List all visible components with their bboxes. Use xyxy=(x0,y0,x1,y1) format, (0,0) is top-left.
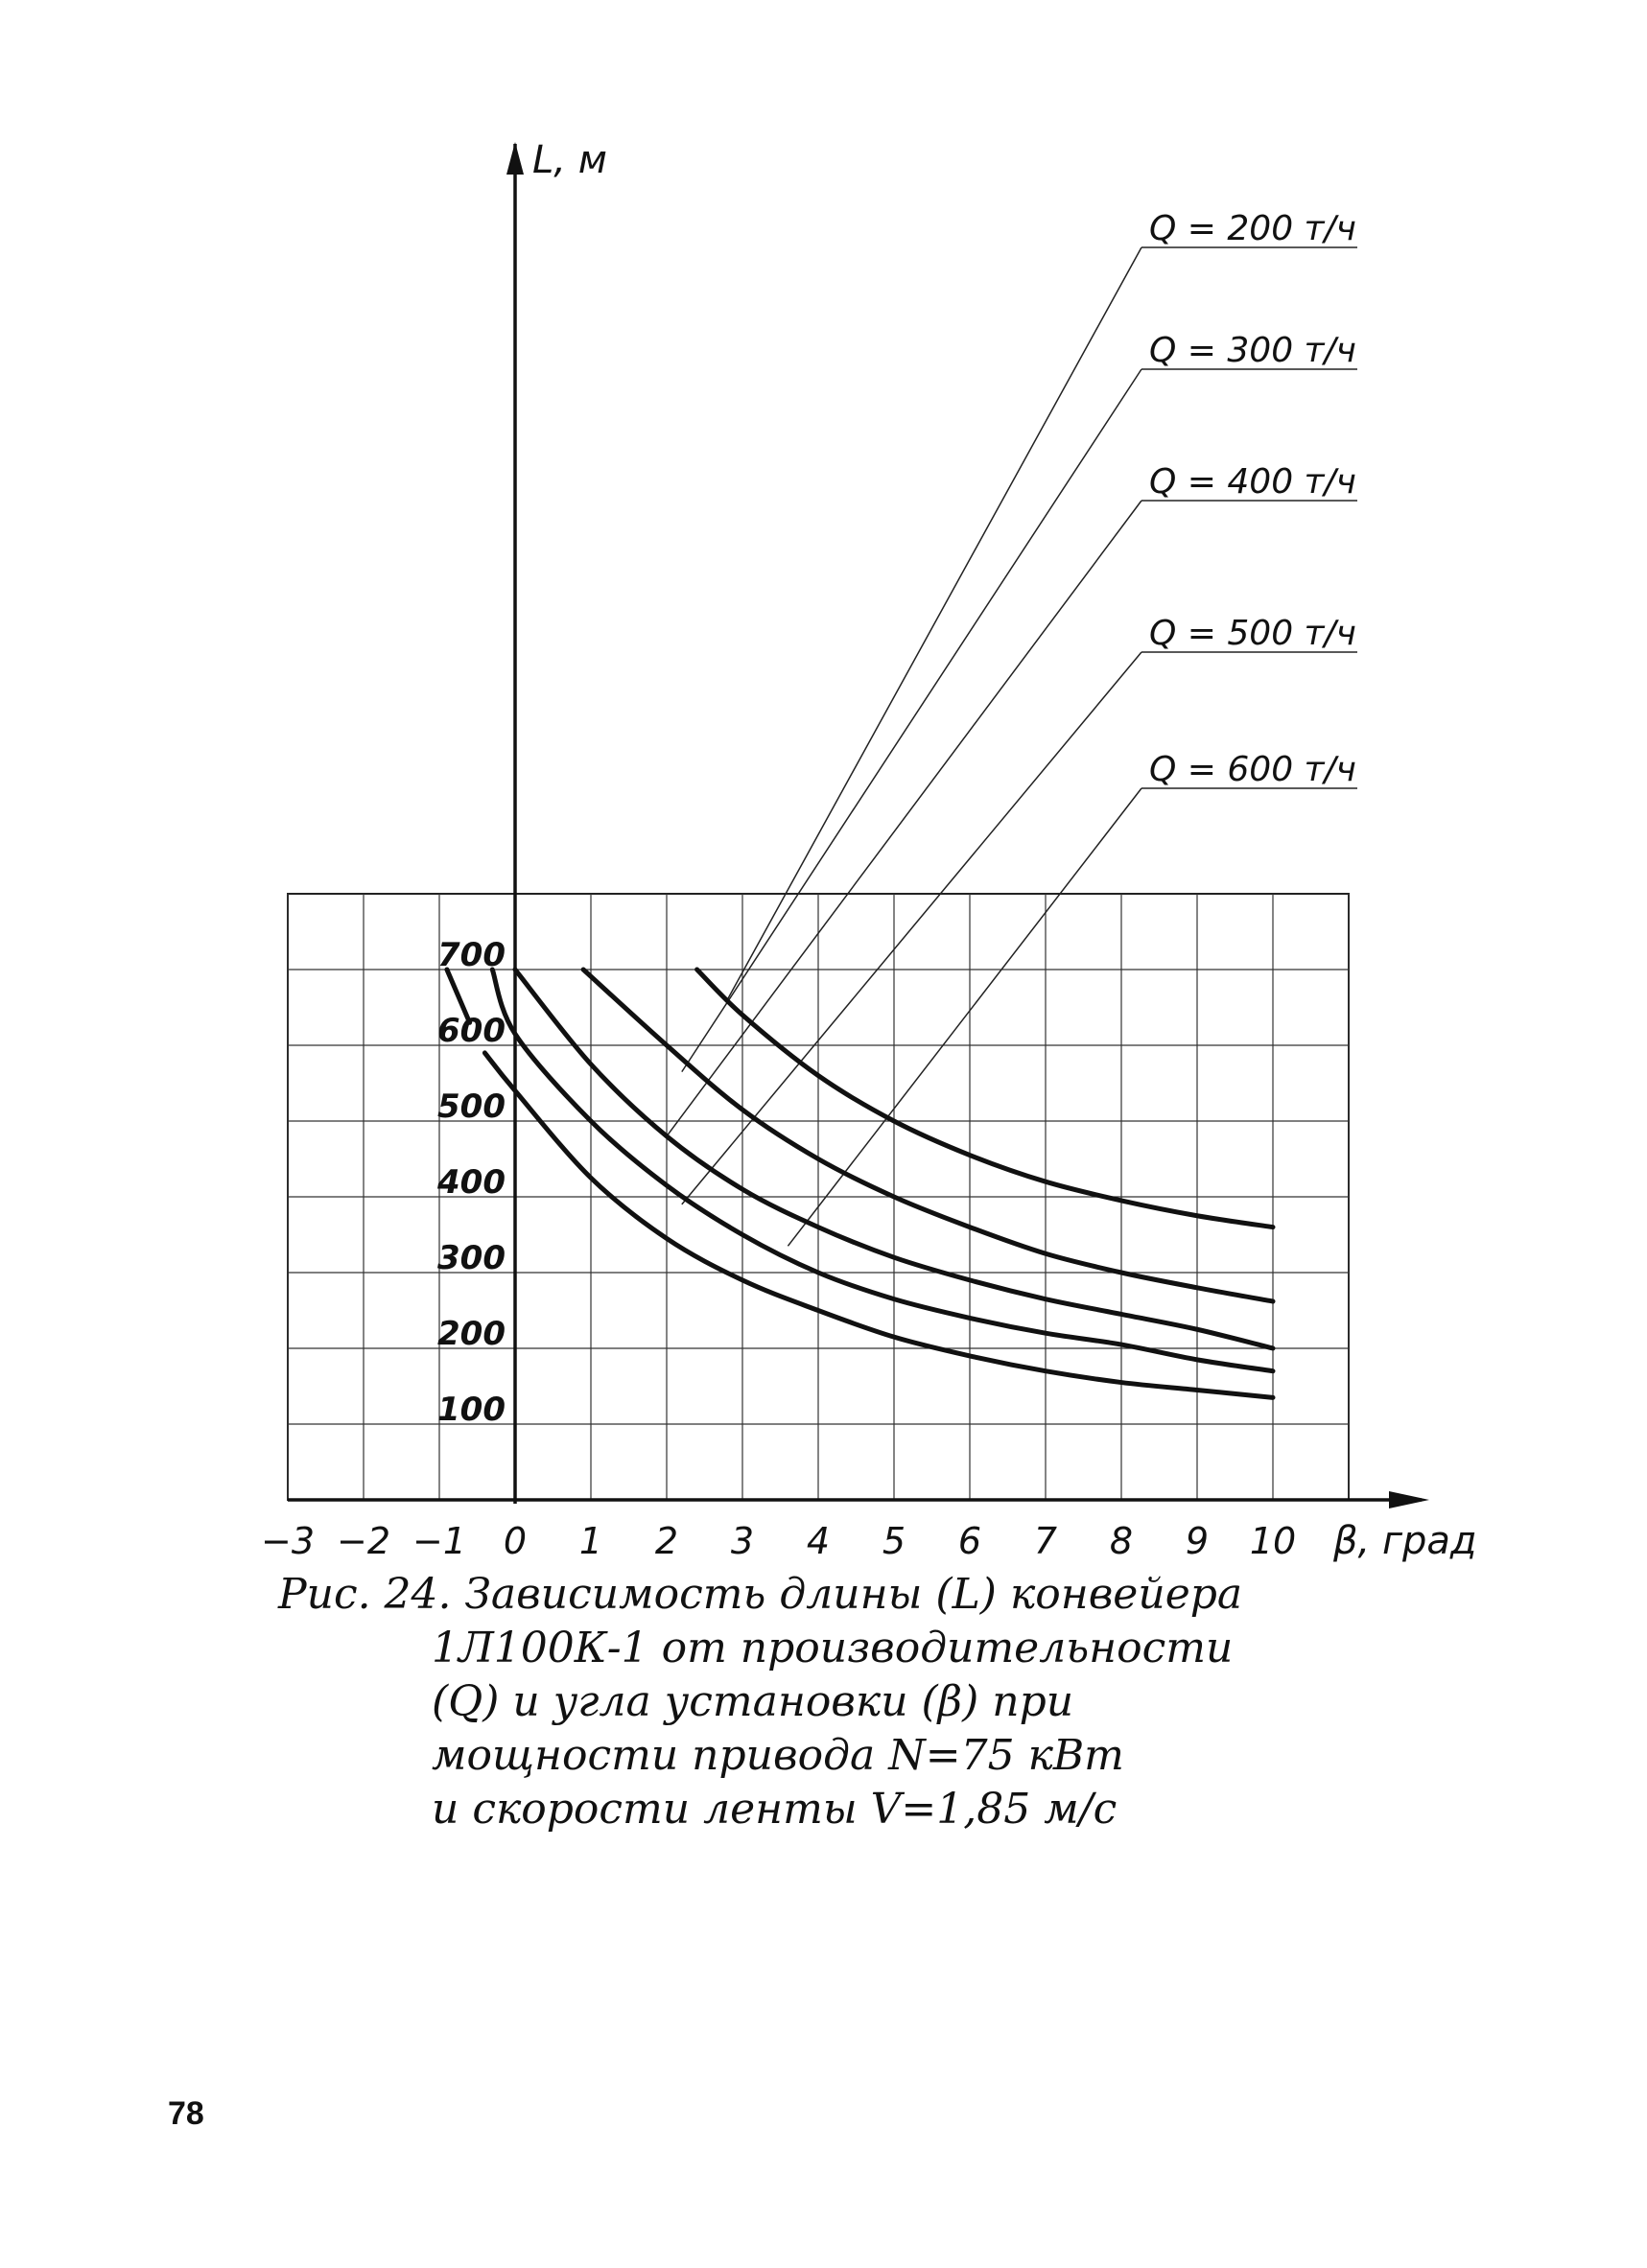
page-number: 78 xyxy=(168,2095,204,2132)
y-tick-label: 600 xyxy=(437,1012,506,1050)
series-point xyxy=(741,1233,744,1236)
y-tick-label: 100 xyxy=(437,1391,506,1429)
x-tick-label: −3 xyxy=(260,1520,316,1562)
series-point xyxy=(969,1226,972,1228)
y-tick-label: 400 xyxy=(437,1163,506,1202)
series-point xyxy=(1120,1381,1123,1384)
series-point xyxy=(514,969,517,971)
x-tick-label: 0 xyxy=(503,1520,528,1562)
series-point xyxy=(666,1184,669,1187)
series-point xyxy=(1272,1396,1275,1399)
figure-caption xyxy=(278,1568,1333,1836)
x-tick-label: 6 xyxy=(957,1520,982,1562)
series-point xyxy=(893,1256,896,1259)
x-tick-label: 2 xyxy=(654,1520,679,1562)
series-point xyxy=(666,1237,669,1240)
series-point xyxy=(1272,1347,1275,1350)
series-leader-lines xyxy=(667,247,1357,1246)
series-label: Q = 600 т/ч xyxy=(1149,750,1356,789)
series-line-4 xyxy=(484,1053,1273,1397)
series-point xyxy=(1272,1369,1275,1372)
series-line-0 xyxy=(697,970,1273,1228)
series-point xyxy=(1045,1298,1047,1300)
x-tick-label: 7 xyxy=(1033,1520,1058,1562)
caption-line: 1Л100К-1 от производительности xyxy=(432,1624,1234,1672)
x-tick-label: 8 xyxy=(1109,1520,1134,1562)
x-axis-arrow xyxy=(1389,1491,1429,1508)
series-point xyxy=(1120,1313,1123,1316)
series-labels xyxy=(1149,209,1356,789)
series-point xyxy=(969,1354,972,1357)
series-point xyxy=(1045,1332,1047,1335)
series-point xyxy=(741,1109,744,1111)
y-tick-label: 300 xyxy=(437,1239,506,1277)
x-tick-label: 1 xyxy=(578,1520,603,1562)
x-tick-label: 9 xyxy=(1185,1520,1210,1562)
caption-line: мощности привода N=75 кВт xyxy=(432,1731,1124,1780)
y-axis-label: L, м xyxy=(532,138,607,182)
series-point xyxy=(695,969,698,971)
y-tick-label: 700 xyxy=(437,936,506,974)
series-point xyxy=(893,1196,896,1199)
series-label: Q = 300 т/ч xyxy=(1149,331,1356,370)
series-point xyxy=(1045,1181,1047,1183)
series-point xyxy=(817,1309,820,1312)
series-line-3 xyxy=(492,970,1273,1371)
y-tick-label: 200 xyxy=(437,1315,506,1353)
series-label: Q = 500 т/ч xyxy=(1149,614,1356,653)
leader-line xyxy=(788,788,1141,1246)
x-tick-label: 10 xyxy=(1249,1520,1297,1562)
tick-labels xyxy=(261,936,1296,1562)
series-point xyxy=(741,1014,744,1017)
series-point xyxy=(969,1278,972,1281)
series-point xyxy=(817,1226,820,1228)
series-point xyxy=(1045,1252,1047,1255)
series-point xyxy=(590,1177,593,1180)
leader-line xyxy=(727,247,1141,1000)
series-point xyxy=(969,1154,972,1157)
x-tick-label: −2 xyxy=(336,1520,391,1562)
series-point xyxy=(1120,1272,1123,1274)
series-point xyxy=(1196,1286,1199,1289)
x-tick-label: 4 xyxy=(806,1520,831,1562)
series-point xyxy=(1196,1358,1199,1361)
caption-line: и скорости ленты V=1,85 м/с xyxy=(432,1785,1118,1834)
series-point xyxy=(1196,1389,1199,1391)
x-tick-label: 3 xyxy=(730,1520,755,1562)
x-tick-label: −1 xyxy=(412,1520,467,1562)
y-axis-arrow xyxy=(506,142,524,175)
series-point xyxy=(514,1033,517,1036)
x-tick-label: 5 xyxy=(882,1520,906,1562)
caption-line: (Q) и угла установки (β) при xyxy=(432,1677,1074,1726)
series-point xyxy=(666,1044,669,1047)
series-label: Q = 200 т/ч xyxy=(1149,209,1356,248)
series-point xyxy=(741,1188,744,1191)
series-point xyxy=(590,1120,593,1123)
chart-series xyxy=(445,969,1274,1399)
series-point xyxy=(483,1051,486,1054)
series-point xyxy=(741,1278,744,1281)
caption-line: Рис. 24. Зависимость длины (L) конвейера xyxy=(278,1570,1243,1619)
series-point xyxy=(590,1063,593,1065)
series-point xyxy=(893,1120,896,1123)
series-point xyxy=(1272,1226,1275,1228)
series-point xyxy=(1120,1199,1123,1202)
series-point xyxy=(893,1298,896,1300)
series-point xyxy=(969,1317,972,1320)
series-point xyxy=(1272,1300,1275,1303)
series-point xyxy=(666,1134,669,1137)
series-point xyxy=(1120,1344,1123,1346)
series-point xyxy=(582,969,585,971)
series-point xyxy=(514,1089,517,1092)
series-point xyxy=(1196,1328,1199,1331)
leader-line xyxy=(667,501,1141,1136)
series-point xyxy=(817,1157,820,1160)
y-tick-label: 500 xyxy=(437,1087,506,1126)
series-point xyxy=(817,1074,820,1077)
series-point xyxy=(1196,1214,1199,1217)
series-point xyxy=(817,1272,820,1274)
leader-line xyxy=(682,369,1141,1072)
x-axis-label: β, град xyxy=(1333,1519,1477,1563)
series-point xyxy=(893,1336,896,1339)
series-point xyxy=(1045,1369,1047,1372)
series-label: Q = 400 т/ч xyxy=(1149,462,1356,502)
